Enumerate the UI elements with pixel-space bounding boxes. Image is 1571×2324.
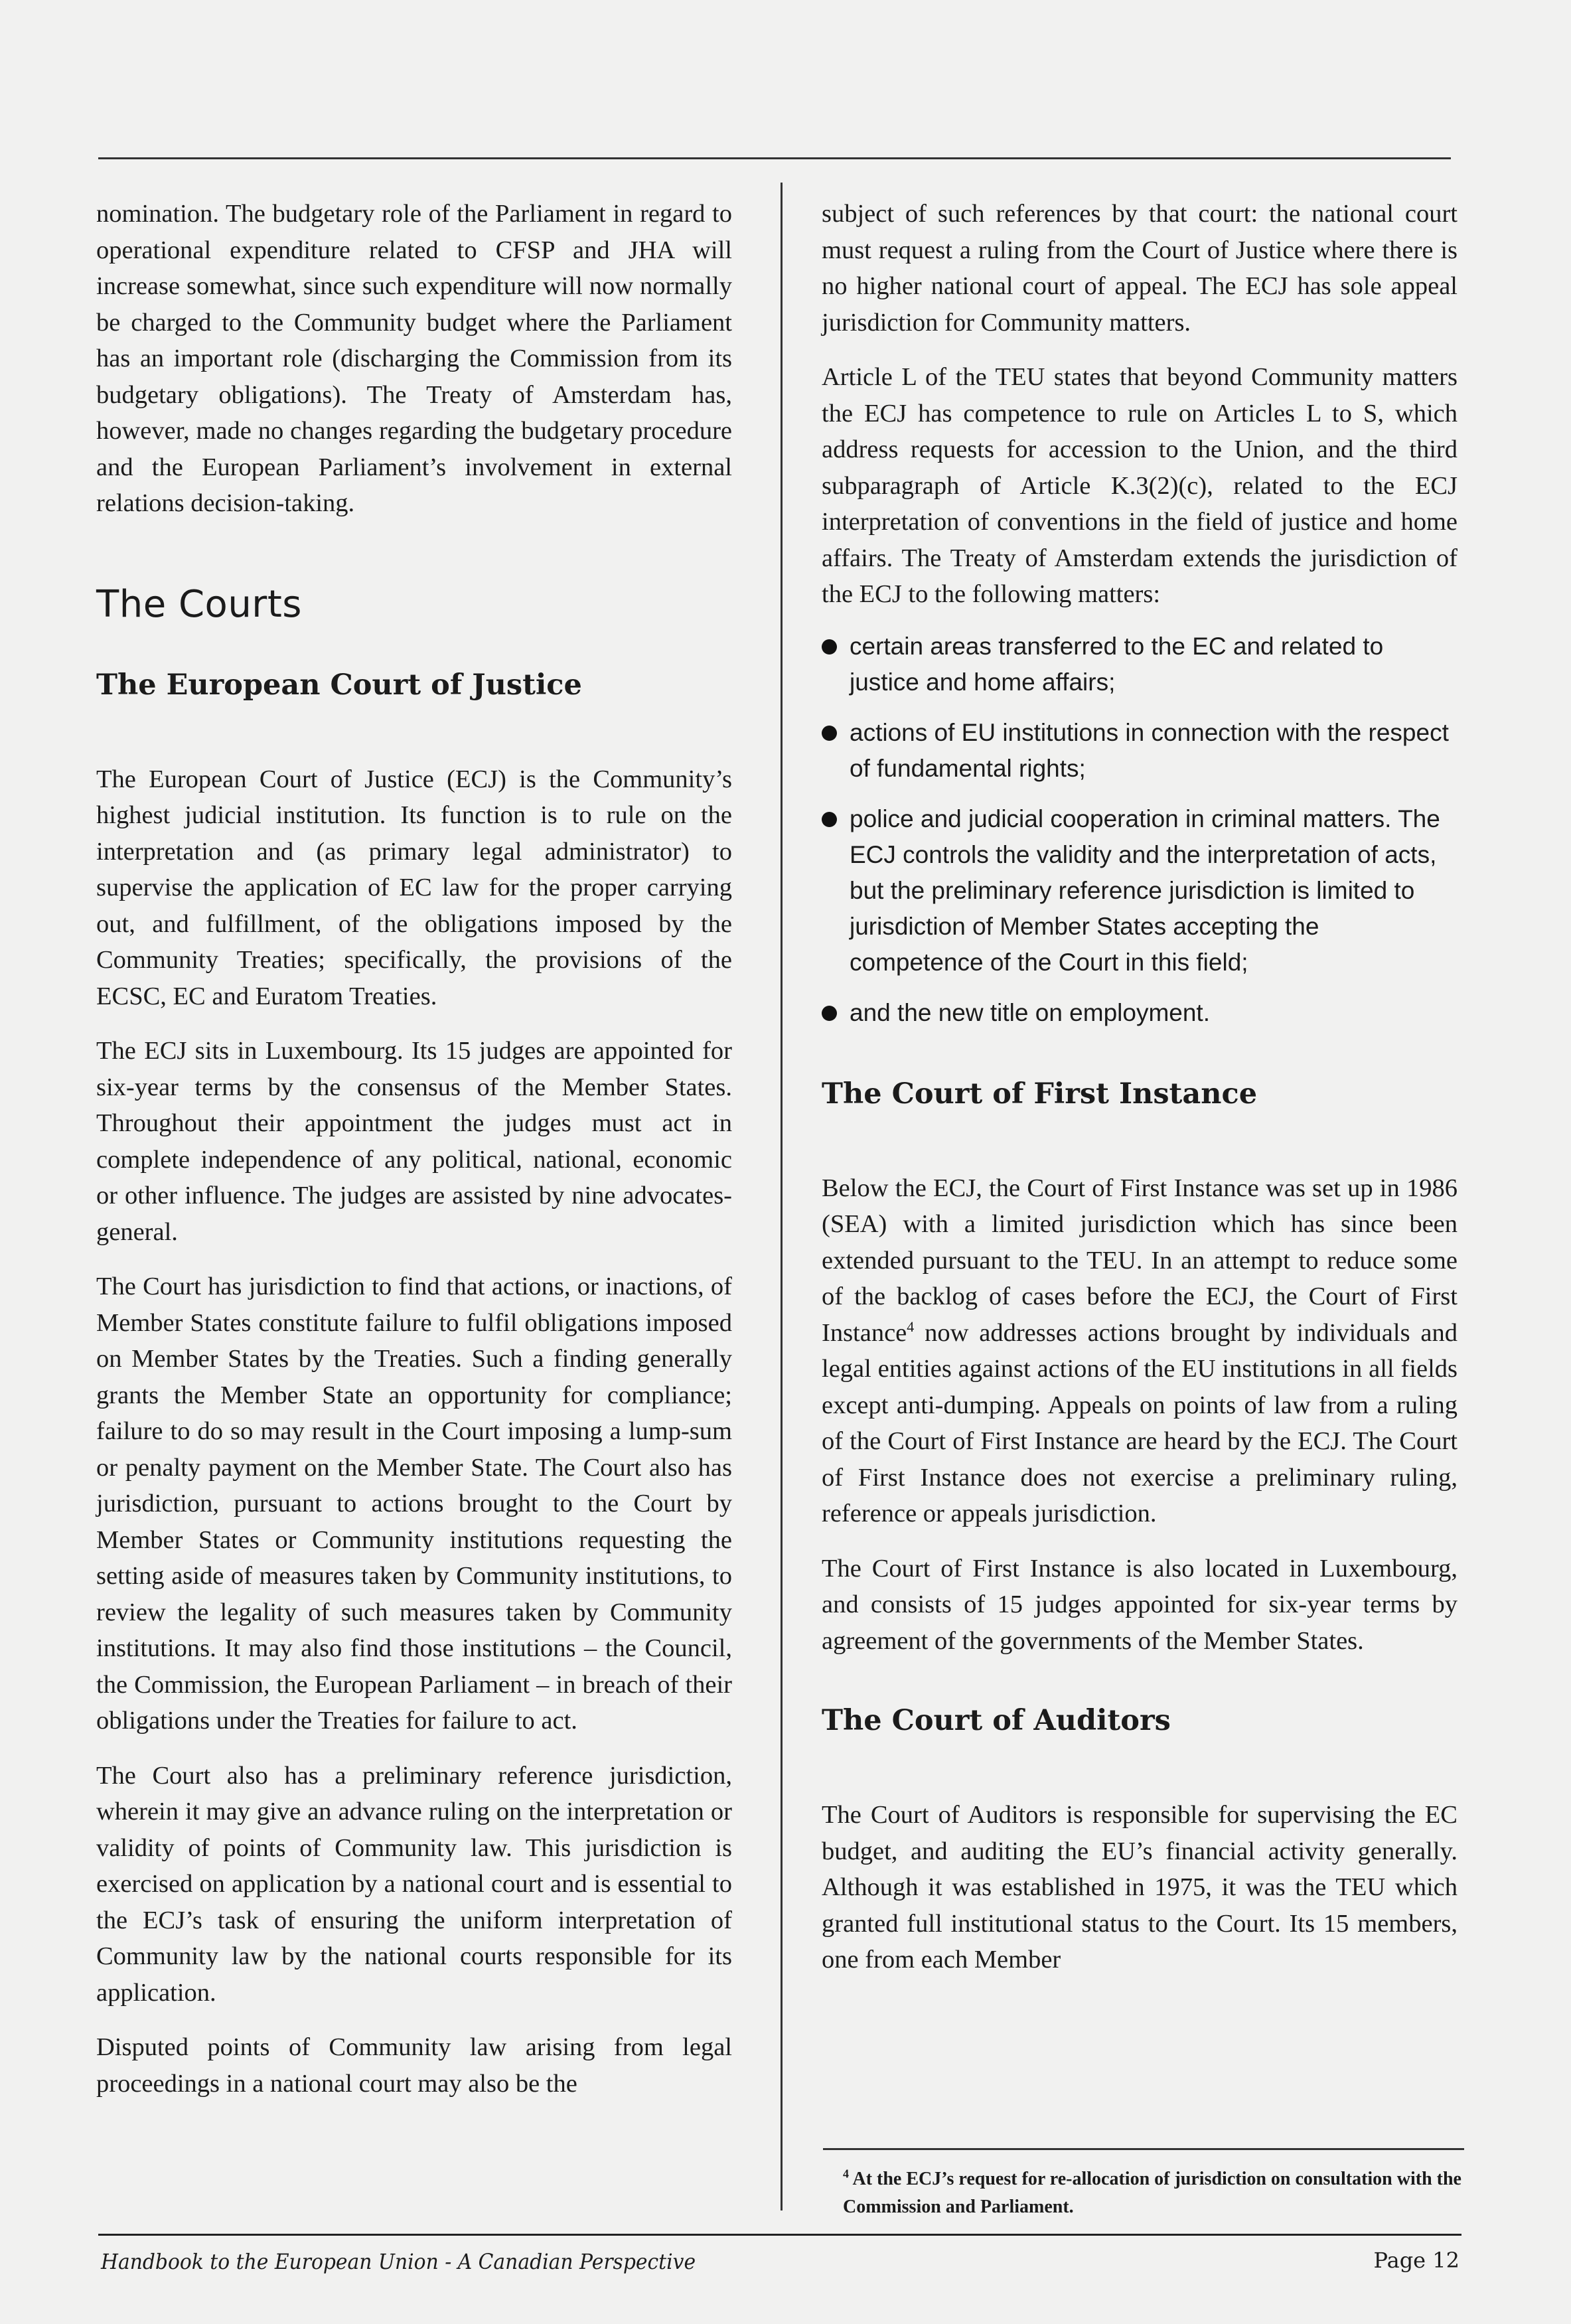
page-number: Page 12 xyxy=(1373,2248,1459,2273)
paragraph: The Court has jurisdiction to find that actions, or inactions, of Member States constitute failure to fulfil obligations imposed on Member States by the Treaties. Such a finding generally grants the Member State an opportunity for compliance; failure to do so may result in the Court imposing a lump-sum or penalty payment on the Member State. The Court also has jurisdiction, pursuant to actions brought to the Court by Member States or Community institutions requesting the setting aside of measures taken by Community institutions, to review the legality of such measures taken by Community institutions. It may also find those institutions – the Council, the Commission, the European Parliament – in breach of their obligations under the Treaties for failure to act. xyxy=(96,1273,732,1735)
list-item: actions of EU institutions in connection with the respect of fundamental rights; xyxy=(822,715,1458,787)
footer-title: Handbook to the European Union - A Canadian Perspective xyxy=(101,2249,696,2274)
subsection-heading: The Court of Auditors xyxy=(822,1704,1171,1737)
subsection-heading: The European Court of Justice xyxy=(96,668,582,702)
footnote-rule xyxy=(823,2148,1464,2150)
footnote-ref: 4 xyxy=(907,1318,915,1335)
paragraph: Below the ECJ, the Court of First Instance was set up in 1986 (SEA) with a limited jurisdiction which has since been extended pursuant to the TEU. In an attempt to reduce some of the backlog of cases before the ECJ, the Court of First Instance$^4$ now addresses actions brought by individuals and legal entities against actions of the EU institutions in all fields except anti-dumping. Appeals on points of law from a ruling of the Court of First Instance are heard by the ECJ. The Court of First Instance does not exercise a preliminary ruling, reference or appeals jurisdiction. xyxy=(822,1174,1458,1527)
paragraph: subject of such references by that court: the national court must request a ruling from the Court of Justice where there is no higher national court of appeal. The ECJ has sole appeal jurisdiction for Community matters. xyxy=(822,200,1458,337)
paragraph: The Court of First Instance is also located in Luxembourg, and consists of 15 judges appointed for six-year terms by agreement of the governments of the Member States. xyxy=(822,1554,1458,1655)
list-item: police and judicial cooperation in criminal matters. The ECJ controls the validity and the interpretation of acts, but the preliminary reference jurisdiction is limited to jurisdiction of Member States accepting the competence of the Court in this field; xyxy=(822,801,1458,980)
list-item: certain areas transferred to the EC and related to justice and home affairs; xyxy=(822,629,1458,700)
paragraph: The Court also has a preliminary reference jurisdiction, wherein it may give an advance ruling on the interpretation or validity of points of Community law. This jurisdiction is exercised on application by a national court and is essential to the ECJ’s task of ensuring the uniform interpretation of Community law by the national courts responsible for its application. xyxy=(96,1761,732,2007)
footer-rule xyxy=(98,2234,1461,2236)
right-column xyxy=(822,196,1458,1997)
paragraph: nomination. The budgetary role of the Parliament in regard to operational expenditure related to CFSP and JHA will increase somewhat, since such expenditure will now normally be charged to the Community budget where the Parliament has an important role (discharging the Commission from its budgetary obligations). The Treaty of Amsterdam has, however, made no changes regarding the budgetary procedure and the European Parliament’s involvement in external relations decision-taking. xyxy=(96,200,732,517)
bullet-list xyxy=(822,629,1458,1031)
bullet-icon xyxy=(822,812,837,827)
paragraph: The Court of Auditors is responsible for supervising the EC budget, and auditing the EU’s financial activity generally. Although it was established in 1975, it was the TEU which granted full institutional status to the Court. Its 15 members, one from each Member xyxy=(822,1801,1458,1974)
header-rule xyxy=(98,157,1451,159)
paragraph: Article L of the TEU states that beyond Community matters the ECJ has competence to rule on Articles L to S, which address requests for accession to the Union, and the third subparagraph of Article K.3(2)(c), related to the ECJ interpretation of conventions in the field of justice and home affairs. The Treaty of Amsterdam extends the jurisdiction of the ECJ to the following matters: xyxy=(822,363,1458,608)
subsection-heading: The Court of First Instance xyxy=(822,1077,1258,1111)
footnote-number: 4 xyxy=(843,2167,849,2181)
bullet-icon xyxy=(822,1006,837,1021)
paragraph: The European Court of Justice (ECJ) is the Community’s highest judicial institution. Its function is to rule on the interpretation and (as primary legal administrator) to supervise the application of EC law for the proper carrying out, and fulfillment, of the obligations imposed by the Community Treaties; specifically, the provisions of the ECSC, EC and Euratom Treaties. xyxy=(96,765,732,1010)
paragraph: Disputed points of Community law arising from legal proceedings in a national court may also be the xyxy=(96,2033,732,2098)
bullet-icon xyxy=(822,726,837,741)
footnote: $^4$ At the ECJ’s request for re-allocation of jurisdiction on consultation with the Commission and Parliament. xyxy=(843,2167,1461,2217)
section-heading: The Courts xyxy=(96,582,302,626)
list-item: and the new title on employment. xyxy=(822,995,1458,1031)
column-divider xyxy=(781,183,783,2210)
bullet-icon xyxy=(822,639,837,655)
paragraph: The ECJ sits in Luxembourg. Its 15 judges are appointed for six-year terms by the consensus of the Member States. Throughout their appointment the judges must act in complete independence of any political, national, economic or other influence. The judges are assisted by nine advocates-general. xyxy=(96,1037,732,1246)
left-column xyxy=(96,196,732,2120)
